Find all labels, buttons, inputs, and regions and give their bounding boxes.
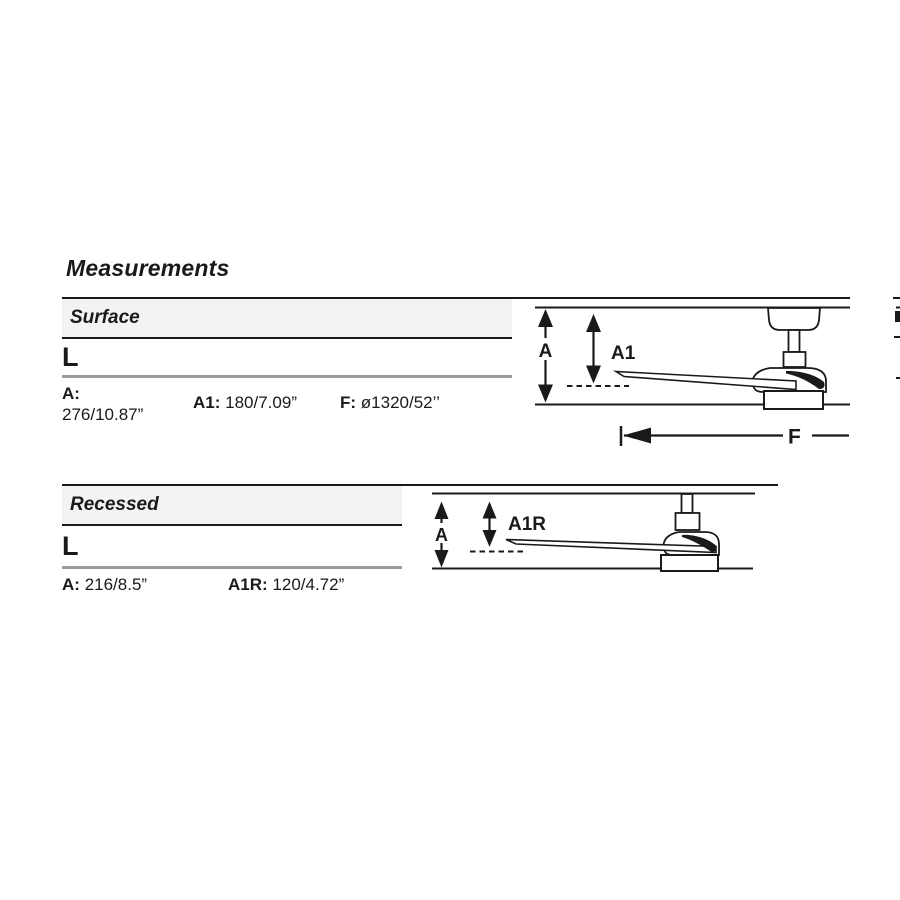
measurement-key: A1: <box>193 393 221 412</box>
fan-light-box <box>764 391 823 409</box>
fan-canopy <box>768 308 820 330</box>
surface-measurement-a <box>62 383 143 425</box>
recessed-size-label: L <box>62 530 79 561</box>
dimension-arrow-a <box>534 309 557 403</box>
measurement-value: ø1320/52’’ <box>360 393 440 412</box>
dimension-arrow-a <box>431 502 452 568</box>
surface-measurement-f <box>340 393 440 413</box>
measurement-key: A: <box>62 575 80 594</box>
fan-light-box <box>661 555 718 571</box>
fan-downrod <box>789 330 800 352</box>
dimension-label-a1r: A1R <box>508 514 547 535</box>
recessed-measurements-row <box>62 569 402 621</box>
surface-header-label: Surface <box>70 307 140 328</box>
measurement-value: 120/4.72” <box>272 575 345 594</box>
recessed-size-row <box>62 526 402 569</box>
measurement-key: A1R: <box>228 575 268 594</box>
cropped-edge-fragments <box>893 298 900 378</box>
measurement-value: 180/7.09” <box>225 393 297 412</box>
surface-measurement-a1 <box>193 393 297 413</box>
recessed-measurement-a <box>62 575 147 595</box>
measurement-value: 276/10.87” <box>62 405 144 424</box>
recessed-table <box>62 486 402 621</box>
measurement-value: 216/8.5” <box>84 575 148 594</box>
recessed-measurement-a1r <box>228 575 344 595</box>
ceiling-fan-surface <box>616 308 826 409</box>
dimension-label-f: F <box>788 425 801 449</box>
surface-diagram <box>430 285 900 460</box>
surface-size-label: L <box>62 341 79 372</box>
dimension-line-f <box>621 426 849 449</box>
fan-downrod <box>682 494 693 513</box>
measurement-key: A: <box>62 384 80 403</box>
recessed-diagram <box>410 475 900 595</box>
recessed-table-header <box>62 486 402 526</box>
measurement-key: F: <box>340 393 357 412</box>
page-title: Measurements <box>66 255 230 281</box>
fan-coupler <box>784 352 806 367</box>
fan-coupler <box>676 513 700 530</box>
recessed-header-label: Recessed <box>70 494 159 515</box>
dimension-label-a: A <box>435 525 448 545</box>
dimension-label-a1: A1 <box>611 343 636 364</box>
dimension-label-a: A <box>538 341 553 362</box>
